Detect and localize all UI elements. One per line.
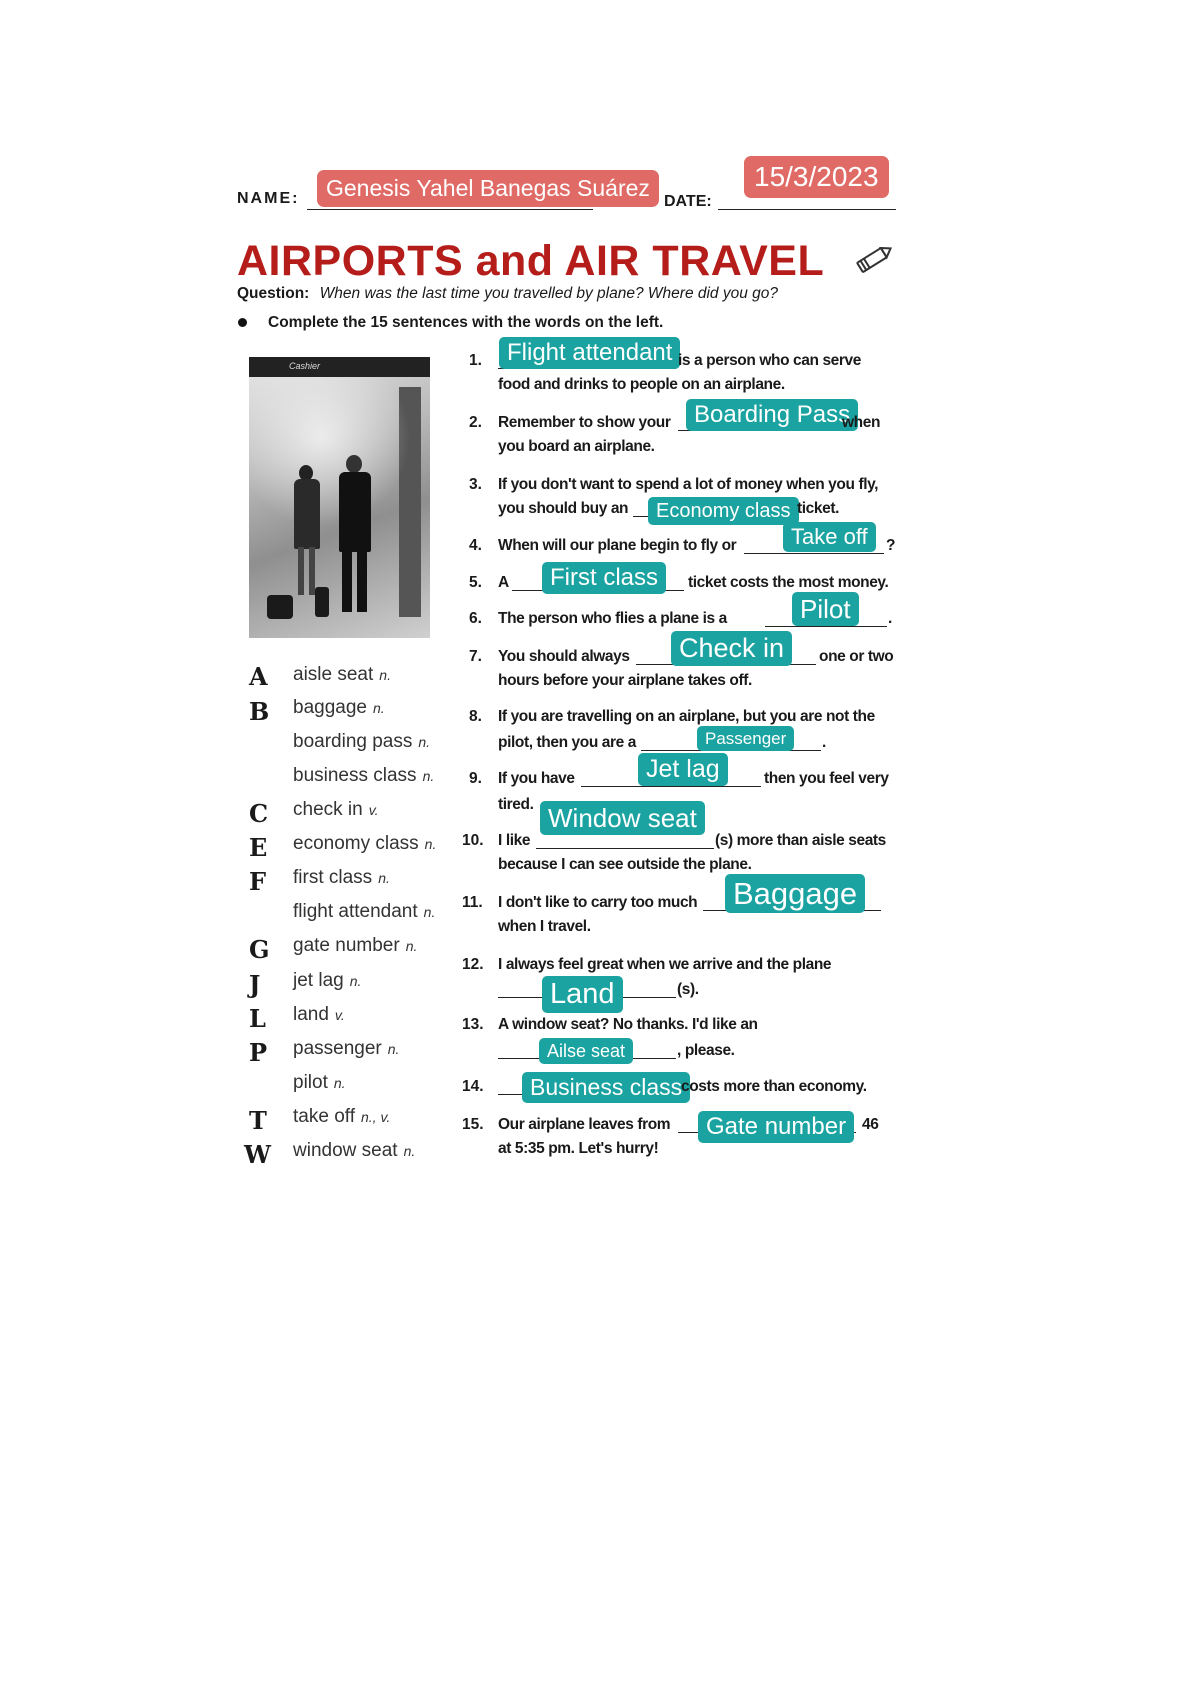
sentence-2-text-end: when <box>842 414 881 431</box>
sentence-12-text: I always feel great when we arrive and the plane <box>498 956 832 973</box>
sentence-7-number: 7. <box>469 648 482 665</box>
answer-13[interactable]: Ailse seat <box>539 1038 633 1064</box>
answer-9[interactable]: Jet lag <box>638 753 728 786</box>
answer-12[interactable]: Land <box>542 976 623 1013</box>
sentence-7-text-2: hours before your airplane takes off. <box>498 672 752 689</box>
sentence-6-text: The person who flies a plane is a <box>498 610 727 627</box>
sentence-5-text-end: ticket costs the most money. <box>688 574 889 591</box>
sentence-3-number: 3. <box>469 476 482 493</box>
sentence-1-text-2: food and drinks to people on an airplane. <box>498 376 785 393</box>
blank-line <box>765 626 887 627</box>
sentence-7-text: You should always <box>498 648 630 665</box>
sentence-5-number: 5. <box>469 574 482 591</box>
sentence-15-text-2: at 5:35 pm. Let's hurry! <box>498 1140 659 1157</box>
question-text: When was the last time you travelled by plane? Where did you go? <box>319 285 779 302</box>
sentence-10-text: I like <box>498 832 531 849</box>
sentence-10-text-2: because I can see outside the plane. <box>498 856 752 873</box>
sentence-1-text: is a person who can serve <box>678 352 861 369</box>
bullet <box>238 318 247 327</box>
sentence-5-text: A <box>498 574 509 591</box>
sentence-9-text-2: tired. <box>498 796 534 813</box>
sentence-8-text-2: pilot, then you are a <box>498 734 637 751</box>
sentence-12-number: 12. <box>462 956 484 973</box>
answer-5[interactable]: First class <box>542 562 666 594</box>
instruction: Complete the 15 sentences with the words on the left. <box>268 314 664 331</box>
sentence-11-number: 11. <box>462 894 483 911</box>
name-label: NAME: <box>237 190 300 207</box>
answer-11[interactable]: Baggage <box>725 874 865 913</box>
blank-line <box>581 786 761 787</box>
sentence-4-text: When will our plane begin to fly or <box>498 537 737 554</box>
sentence-3-text: If you don't want to spend a lot of money when you fly, <box>498 476 879 493</box>
name-line <box>307 209 593 210</box>
sentence-4-text-end: ? <box>886 537 896 554</box>
sentence-11-text: I don't like to carry too much <box>498 894 698 911</box>
answer-1[interactable]: Flight attendant <box>499 337 680 369</box>
sentence-3-text-2: you should buy an <box>498 500 629 517</box>
sentence-1-number: 1. <box>469 352 482 369</box>
answer-10[interactable]: Window seat <box>540 801 705 835</box>
sentence-2-number: 2. <box>469 414 482 431</box>
page-title: AIRPORTS and AIR TRAVEL <box>237 237 825 285</box>
answer-7[interactable]: Check in <box>671 631 792 666</box>
sentence-2-text-2: you board an airplane. <box>498 438 655 455</box>
airport-photo <box>249 357 430 638</box>
sentence-8-text-end: . <box>822 734 826 751</box>
sentence-9-text: If you have <box>498 770 575 787</box>
sentence-9-text-end: then you feel very <box>764 770 889 787</box>
question-label: Question: <box>237 285 310 302</box>
sentence-10-number: 10. <box>462 832 484 849</box>
date-field[interactable]: 15/3/2023 <box>744 156 889 198</box>
blank-line <box>536 848 714 849</box>
sentence-4-number: 4. <box>469 537 482 554</box>
sentence-10-text-end: (s) more than aisle seats <box>715 832 886 849</box>
sentence-6-number: 6. <box>469 610 482 627</box>
sentence-6-text-end: . <box>888 610 892 627</box>
sentence-7-text-end: one or two <box>819 648 894 665</box>
name-field[interactable]: Genesis Yahel Banegas Suárez <box>317 170 659 207</box>
sentence-15-number: 15. <box>462 1116 484 1133</box>
photo-sign: Cashier <box>289 361 321 371</box>
sentence-13-text: A window seat? No thanks. I'd like an <box>498 1016 758 1033</box>
question <box>237 285 778 303</box>
answer-4[interactable]: Take off <box>783 522 876 552</box>
sentence-2-text: Remember to show your <box>498 414 671 431</box>
sentence-8-number: 8. <box>469 708 482 725</box>
sentence-15-text: Our airplane leaves from <box>498 1116 671 1133</box>
date-line <box>718 209 896 210</box>
sentence-9-number: 9. <box>469 770 482 787</box>
answer-8[interactable]: Passenger <box>697 726 794 751</box>
date-label: DATE: <box>664 193 712 210</box>
blank-line <box>744 553 884 554</box>
sentence-12-text-end: (s). <box>677 981 699 998</box>
answer-2[interactable]: Boarding Pass <box>686 399 858 431</box>
answer-6[interactable]: Pilot <box>792 592 859 626</box>
sentence-13-text-end: , please. <box>677 1042 735 1059</box>
pencil-icon <box>850 240 896 285</box>
answer-15[interactable]: Gate number <box>698 1111 854 1143</box>
sentence-3-text-end: ticket. <box>797 500 839 517</box>
sentence-8-text: If you are travelling on an airplane, but you are not the <box>498 708 875 725</box>
sentence-14-number: 14. <box>462 1078 484 1095</box>
sentence-13-number: 13. <box>462 1016 484 1033</box>
sentence-14-text-end: costs more than economy. <box>681 1078 867 1095</box>
sentence-15-text-end: 46 <box>862 1116 879 1133</box>
answer-3[interactable]: Economy class <box>648 497 799 525</box>
answer-14[interactable]: Business class <box>522 1072 690 1103</box>
sentence-11-text-2: when I travel. <box>498 918 591 935</box>
